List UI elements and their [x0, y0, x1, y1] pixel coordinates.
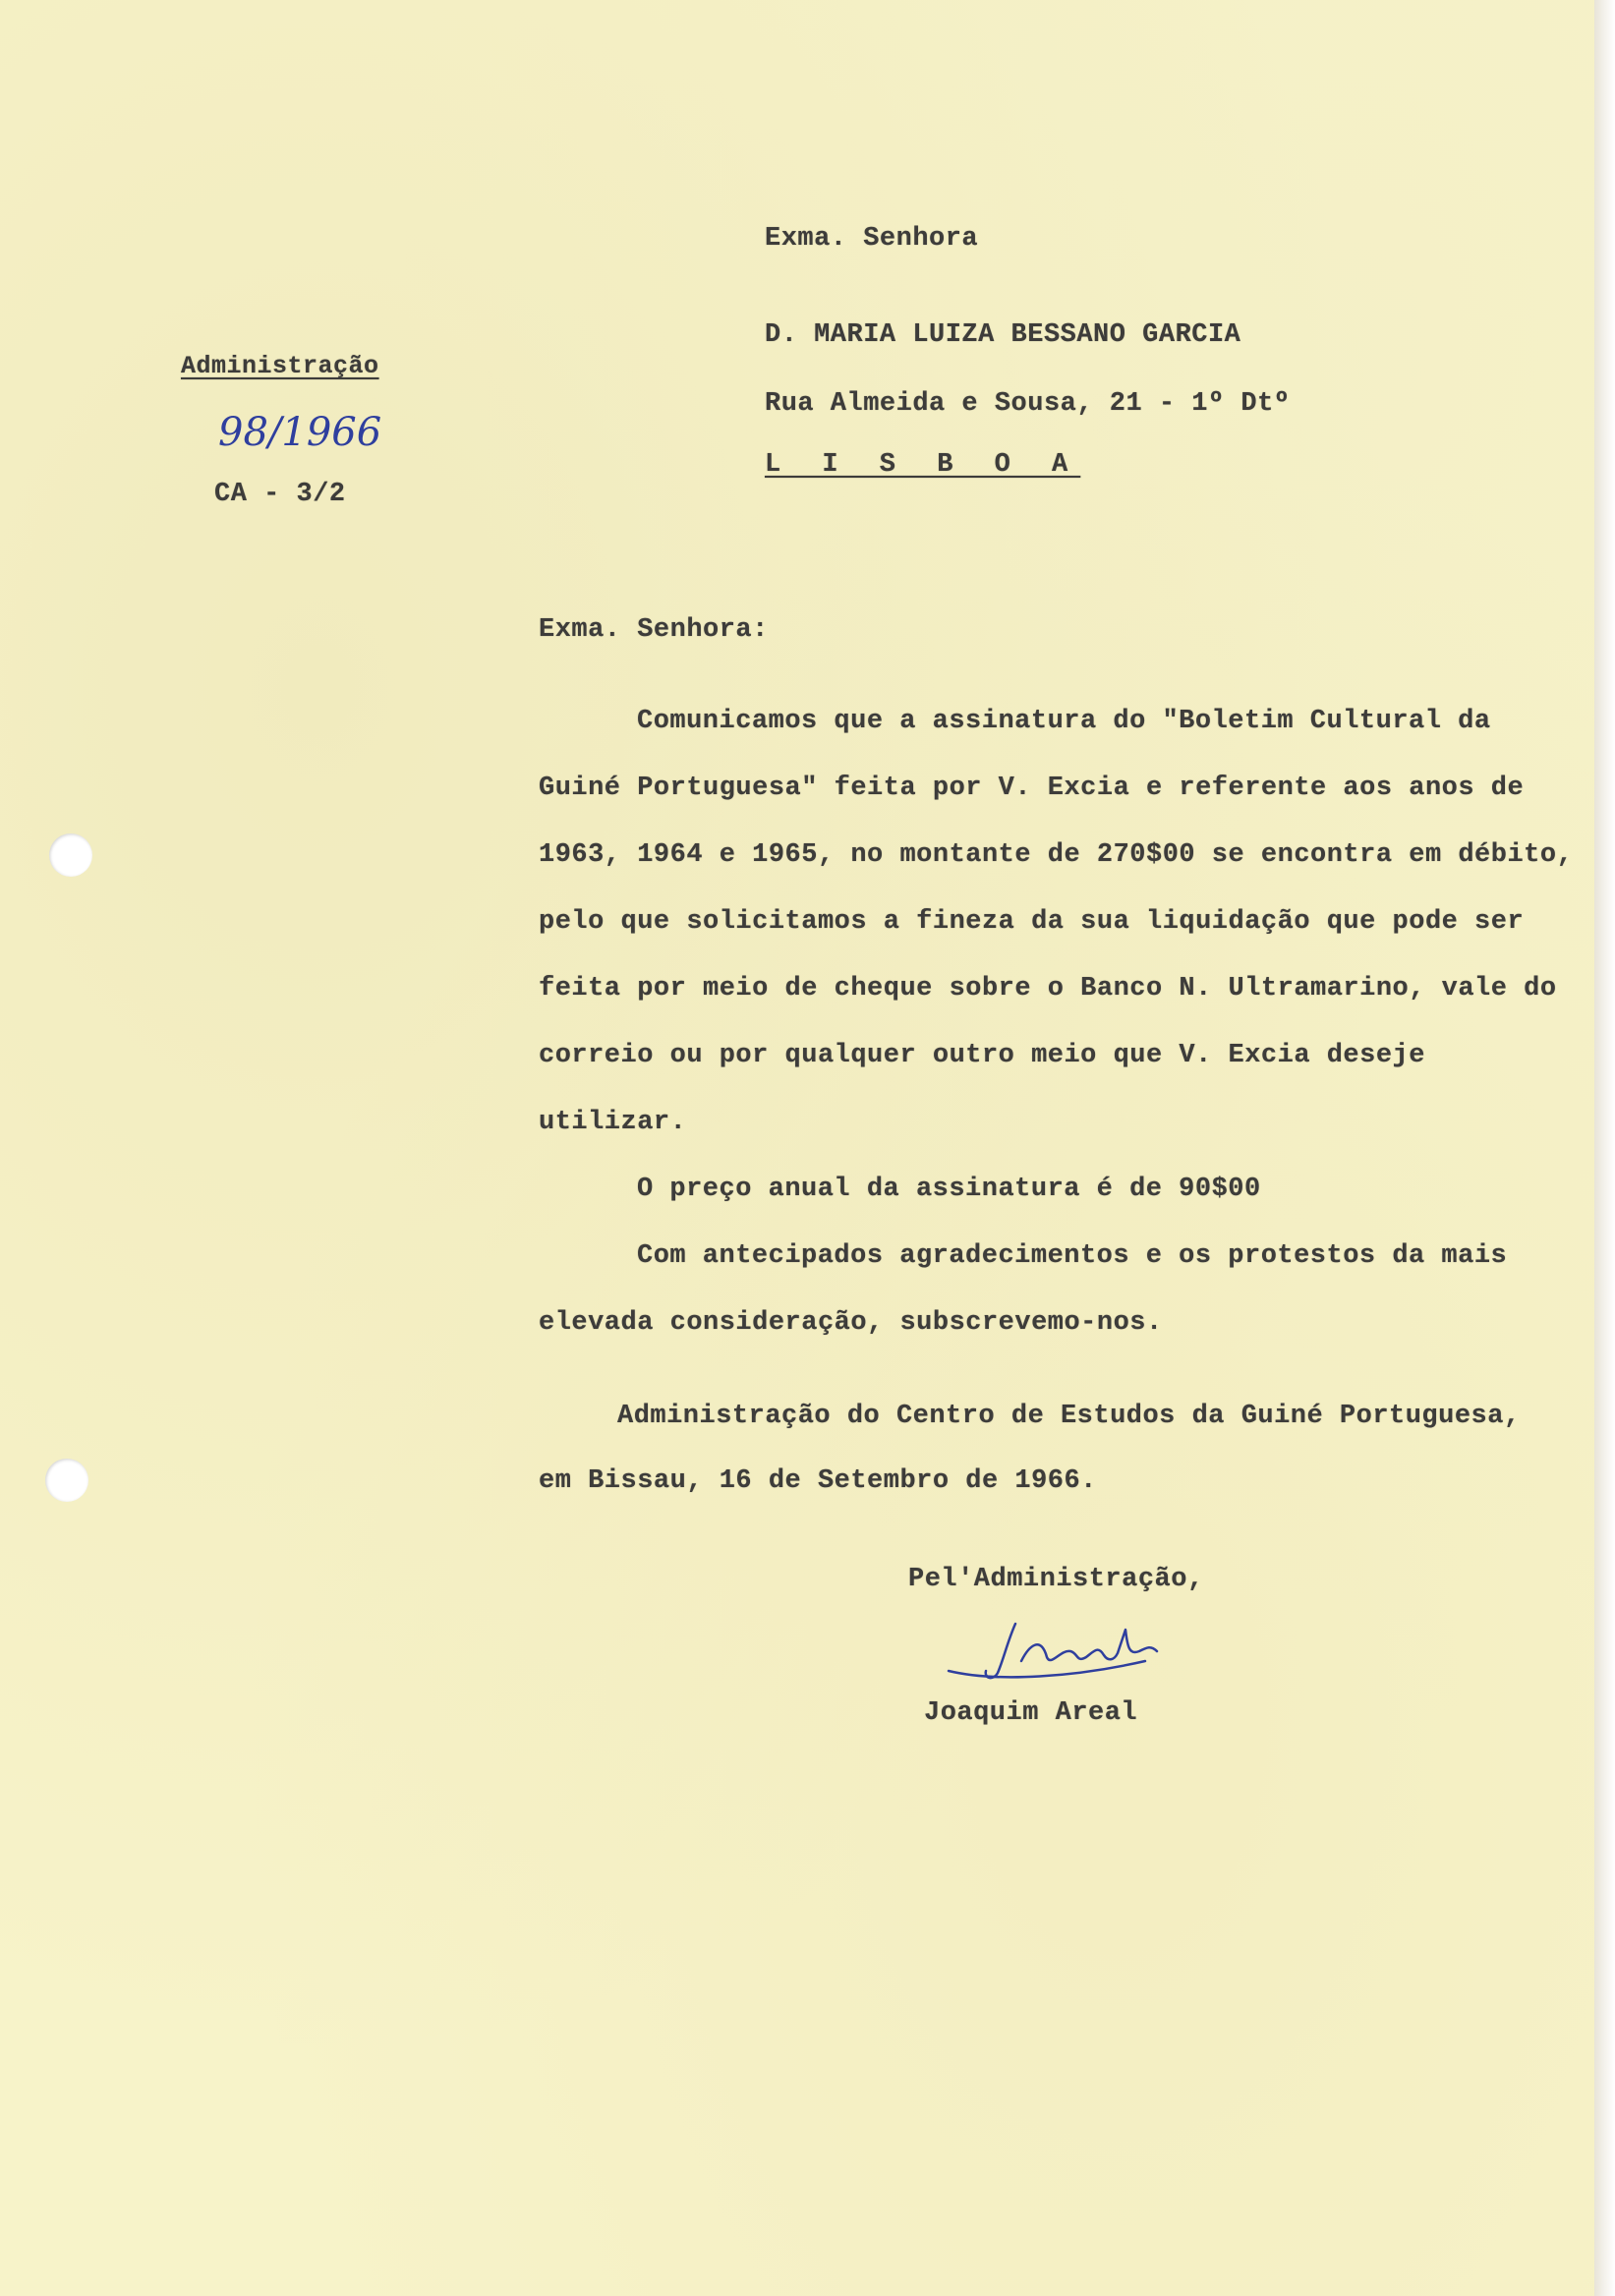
punch-hole-top: [49, 833, 92, 877]
punch-hole-bottom: [45, 1459, 88, 1502]
letter-body: [539, 688, 1581, 1356]
handwritten-signature: [939, 1602, 1204, 1700]
greeting: Exma. Senhora:: [539, 615, 769, 645]
signatory-name: Joaquim Areal: [924, 1698, 1138, 1728]
recipient-city: L I S B O A: [765, 450, 1081, 480]
paragraph-1: Comunicamos que a assinatura do "Boletim Cultural da Guiné Portuguesa" feita por V. Excia e referente aos anos de 1963, 1964 e 1965, no montante de 270$00 se encontra em débito, pelo que solicitamos a fineza da sua liquidação que pode ser feita por meio de cheque sobre o Banco N. Ultramarino, vale do correio ou por qualquer outro meio que V. Excia deseje utilizar.: [539, 707, 1574, 1137]
recipient-address: Rua Almeida e Sousa, 21 - 1º Dtº: [765, 389, 1291, 419]
reference-department: Administração: [181, 352, 379, 380]
closing-place-date: em Bissau, 16 de Setembro de 1966.: [539, 1466, 1097, 1496]
paragraph-2: O preço anual da assinatura é de 90$00: [637, 1175, 1261, 1204]
signoff: Pel'Administração,: [908, 1565, 1204, 1594]
salutation-top: Exma. Senhora: [765, 224, 979, 254]
scan-edge: [1594, 0, 1615, 2296]
closing-org: Administração do Centro de Estudos da Guiné Portuguesa,: [617, 1402, 1521, 1431]
paragraph-3: Com antecipados agradecimentos e os protestos da mais elevada consideração, subscrevemo-nos.: [539, 1241, 1508, 1338]
recipient-name: D. MARIA LUIZA BESSANO GARCIA: [765, 320, 1241, 350]
reference-number-handwritten: 98/1966: [218, 410, 382, 455]
reference-code: CA - 3/2: [214, 480, 346, 509]
